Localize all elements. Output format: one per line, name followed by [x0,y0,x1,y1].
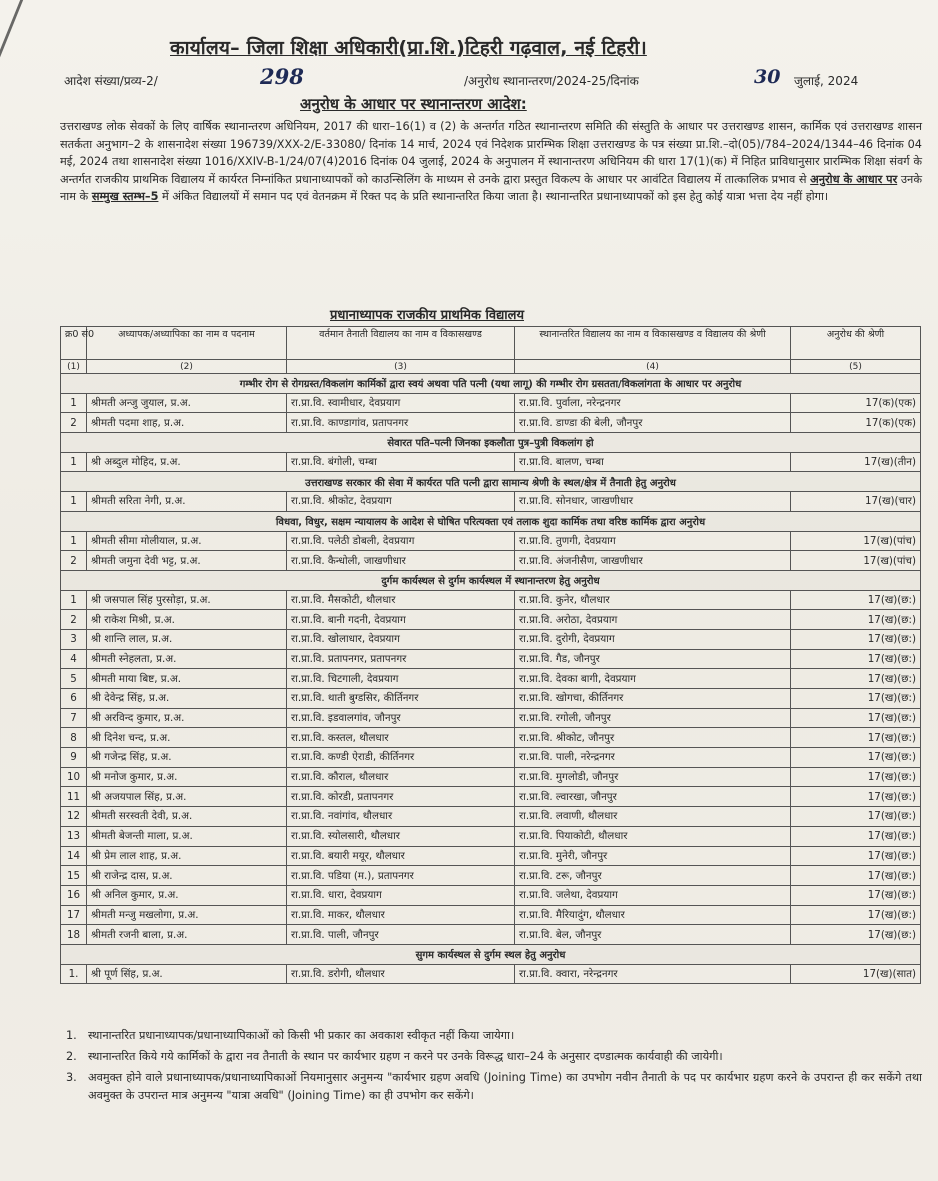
table-row [61,925,921,945]
transferred-school-cell: रा.प्रा.वि. डाण्डा की बेली, जौनपुर [515,413,791,433]
transferred-school-cell: रा.प्रा.वि. दुरोगी, देवप्रयाग [515,629,791,649]
section-heading-row [61,511,921,531]
current-school-cell: रा.प्रा.वि. बानी गदनी, देवप्रयाग [287,610,515,630]
request-category-cell: 17(ख)(छ:) [791,689,921,709]
transferred-school-cell: रा.प्रा.वि. मुगलोडी, जौनपुर [515,767,791,787]
transferred-school-cell: रा.प्रा.वि. रगोली, जौनपुर [515,708,791,728]
note-number: 3. [66,1071,77,1084]
order-reference-text: /अनुरोध स्थानान्तरण/2024-25/दिनांक [464,74,639,88]
table-row [61,610,921,630]
transferred-school-cell: रा.प्रा.वि. मुनेरी, जौनपुर [515,846,791,866]
serial-number-cell: 1. [61,964,87,984]
serial-number-cell: 16 [61,885,87,905]
request-category-cell: 17(ख)(छ:) [791,767,921,787]
teacher-name-cell: श्रीमती माया बिष्ट, प्र.अ. [87,669,287,689]
teacher-name-cell: श्रीमती स्नेहलता, प्र.अ. [87,649,287,669]
serial-number-cell: 2 [61,413,87,433]
serial-number-cell: 2 [61,551,87,571]
teacher-name-cell: श्री दिनेश चन्द, प्र.अ. [87,728,287,748]
note-text: अवमुक्त होने वाले प्रधानाध्यापक/प्रधानाध्यापिकाओं नियमानुसार अनुमन्य "कार्यभार ग्रहण अवधि (Joining Time) का उपभोग नवीन तैनाती के पद पर कार्यभार ग्रहण करने के उपरान्त ही कर सकेंगे तथा अवमुक्त के उपरान्त मात्र अनुमन्य "यात्रा अवधि" (Joining Time) का ही उपभोग कर सकेंगे। [88,1071,922,1102]
request-category-cell: 17(ख)(छ:) [791,708,921,728]
transferred-school-cell: रा.प्रा.वि. पियाकोटी, थौलधार [515,826,791,846]
teacher-name-cell: श्रीमती मन्जु मखलोगा, प्र.अ. [87,905,287,925]
transferred-school-cell: रा.प्रा.वि. अरोठा, देवप्रयाग [515,610,791,630]
serial-number-cell: 15 [61,866,87,886]
table-row [61,590,921,610]
teacher-name-cell: श्रीमती सरिता नेगी, प्र.अ. [87,492,287,512]
table-row [61,452,921,472]
intro-text-1: उत्तराखण्ड लोक सेवकों के लिए वार्षिक स्थानान्तरण अधिनियम, 2017 की धारा–16(1) व (2) के अन्तर्गत गठित स्थानान्तरण समिति की संस्तुति के आधार पर उत्तराखण्ड शासन, कार्मिक एवं उत्तराखण्ड शासन सतर्कता अनुभाग–2 के शासनादेश संख्या 196739/XXX-2/E-33080/ दिनांक 14 मार्च, 2024 एवं निदेशक प्रारम्भिक शिक्षा उत्तराखण्ड के पत्र संख्या प्रा.शि.–दो(05)/784–2024/1344–46 दिनांक 04 मई, 2024 तथा शासनादेश संख्या 1016/XXIV-B-1/24/07(4)2016 दिनांक 04 जुलाई, 2024 के अनुपालन में स्थानान्तरण अधिनियम की धारा 17(1)(क) में निहित प्राविधानुसार प्रारम्भिक शिक्षा संवर्ग के अन्तर्गत राजकीय प्राथमिक विद्यालय में कार्यरत निम्नांकित प्रधानाध्यापकों को काउन्सिलिंग के माध्यम से उनके द्वारा प्रस्तुत विकल्प के आधार पर आवंटित विद्यालय में तात्कालिक प्रभाव से [60,120,922,186]
transferred-school-cell: रा.प्रा.वि. जलेथा, देवप्रयाग [515,885,791,905]
intro-bold-2: सम्मुख स्तम्भ–5 [91,190,159,204]
table-row [61,629,921,649]
request-category-cell: 17(क)(एक) [791,393,921,413]
table-row [61,492,921,512]
teacher-name-cell: श्रीमती रजनी बाला, प्र.अ. [87,925,287,945]
teacher-name-cell: श्री शान्ति लाल, प्र.अ. [87,629,287,649]
intro-bold-1: अनुरोध के आधार पर [810,172,898,186]
table-row [61,807,921,827]
current-school-cell: रा.प्रा.वि. बयारी मयूर, थौलधार [287,846,515,866]
request-category-cell: 17(ख)(पांच) [791,531,921,551]
column-header: अध्यापक/अध्यापिका का नाम व पदनाम [87,327,287,360]
teacher-name-cell: श्रीमती बेजन्ती माला, प्र.अ. [87,826,287,846]
serial-number-cell: 1 [61,492,87,512]
table-row [61,787,921,807]
request-category-cell: 17(ख)(छ:) [791,885,921,905]
note-item [60,1027,922,1045]
transferred-school-cell: रा.प्रा.वि. गैड, जौनपुर [515,649,791,669]
office-heading: कार्यालय– जिला शिक्षा अधिकारी(प्रा.शि.)टिहरी गढ़वाल, नई टिहरी। [170,37,647,59]
transferred-school-cell: रा.प्रा.वि. श्रीकोट, जौनपुर [515,728,791,748]
current-school-cell: रा.प्रा.वि. कण्डी ऐराडी, कीर्तिनगर [287,748,515,768]
serial-number-cell: 4 [61,649,87,669]
table-row [61,905,921,925]
current-school-cell: रा.प्रा.वि. कौराल, थौलधार [287,767,515,787]
serial-number-cell: 2 [61,610,87,630]
table-row [61,531,921,551]
request-category-cell: 17(ख)(छ:) [791,590,921,610]
table-row [61,413,921,433]
teacher-name-cell: श्री जसपाल सिंह पुरसोड़ा, प्र.अ. [87,590,287,610]
column-index: (1) [61,360,87,374]
transferred-school-cell: रा.प्रा.वि. खोगचा, कीर्तिनगर [515,689,791,709]
table-row [61,689,921,709]
table-row [61,885,921,905]
request-category-cell: 17(ख)(सात) [791,964,921,984]
serial-number-cell: 7 [61,708,87,728]
request-category-cell: 17(क)(एक) [791,413,921,433]
column-header: स्थानान्तरित विद्यालय का नाम व विकासखण्ड व विद्यालय की श्रेणी [515,327,791,360]
transferred-school-cell: रा.प्रा.वि. टरू, जौनपुर [515,866,791,886]
serial-number-cell: 6 [61,689,87,709]
section-heading-row [61,374,921,394]
request-category-cell: 17(ख)(छ:) [791,669,921,689]
intro-text-2: उनके नाम के [60,172,922,204]
request-category-cell: 17(ख)(छ:) [791,787,921,807]
section-heading: दुर्गम कार्यस्थल से दुर्गम कार्यस्थल में स्थानान्तरण हेतु अनुरोध [61,570,921,590]
request-category-cell: 17(ख)(छ:) [791,846,921,866]
current-school-cell: रा.प्रा.वि. डरोगी, थौलधार [287,964,515,984]
teacher-name-cell: श्री अरविन्द कुमार, प्र.अ. [87,708,287,728]
teacher-name-cell: श्री राकेश मिश्री, प्र.अ. [87,610,287,630]
table-row [61,964,921,984]
transfer-table [60,326,921,984]
table-row [61,767,921,787]
request-category-cell: 17(ख)(छ:) [791,629,921,649]
request-category-cell: 17(ख)(तीन) [791,452,921,472]
serial-number-cell: 1 [61,531,87,551]
transferred-school-cell: रा.प्रा.वि. देवका बागी, देवप्रयाग [515,669,791,689]
current-school-cell: रा.प्रा.वि. इडवालगांव, जौनपुर [287,708,515,728]
notes-list [60,1027,922,1108]
order-reference-line [64,64,924,96]
current-school-cell: रा.प्रा.वि. माकर, थौलधार [287,905,515,925]
table-body [61,374,921,984]
transferred-school-cell: रा.प्रा.वि. पुर्वाला, नरेन्द्रनगर [515,393,791,413]
teacher-name-cell: श्री अब्दुल मोहिद, प्र.अ. [87,452,287,472]
teacher-name-cell: श्री अजयपाल सिंह, प्र.अ. [87,787,287,807]
column-index: (4) [515,360,791,374]
serial-number-cell: 3 [61,629,87,649]
table-row [61,826,921,846]
note-item [60,1069,922,1105]
current-school-cell: रा.प्रा.वि. स्वामीधार, देवप्रयाग [287,393,515,413]
transferred-school-cell: रा.प्रा.वि. क्वारा, नरेन्द्रनगर [515,964,791,984]
note-number: 1. [66,1029,77,1042]
section-heading: विधवा, विधुर, सक्षम न्यायालय के आदेश से घोषित परित्यक्ता एवं तलाक शुदा कार्मिक तथा वरिष्ठ कार्मिक द्वारा अनुरोध [61,511,921,531]
table-row [61,708,921,728]
intro-text-3: में अंकित विद्यालयों में समान पद एवं वेतनक्रम में रिक्त पद के प्रति स्थानान्तरित किया जाता है। स्थानान्तरित प्रधानाध्यापकों को इस हेतु कोई यात्रा भत्ता देय नहीं होगा। [158,190,829,204]
transferred-school-cell: रा.प्रा.वि. बालण, चम्बा [515,452,791,472]
request-category-cell: 17(ख)(छ:) [791,610,921,630]
table-row [61,393,921,413]
current-school-cell: रा.प्रा.वि. पडिया (म.), प्रतापनगर [287,866,515,886]
request-category-cell: 17(ख)(छ:) [791,728,921,748]
serial-number-cell: 1 [61,590,87,610]
table-caption: प्रधानाध्यापक राजकीय प्राथमिक विद्यालय [330,308,525,323]
order-title: अनुरोध के आधार पर स्थानान्तरण आदेश: [300,95,527,113]
request-category-cell: 17(ख)(छ:) [791,905,921,925]
section-heading-row [61,944,921,964]
request-category-cell: 17(ख)(छ:) [791,748,921,768]
serial-number-cell: 18 [61,925,87,945]
current-school-cell: रा.प्रा.वि. थाती बुग्डसिर, कीर्तिनगर [287,689,515,709]
section-heading: सुगम कार्यस्थल से दुर्गम स्थल हेतु अनुरोध [61,944,921,964]
intro-paragraph [60,118,922,206]
table-row [61,846,921,866]
section-heading: गम्भीर रोग से रोगग्रस्त/विकलांग कार्मिकों द्वारा स्वयं अथवा पति पत्नी (यथा लागू) की गम्भीर रोग ग्रसतता/विकलांगता के आधार पर अनुरोध [61,374,921,394]
transferred-school-cell: रा.प्रा.वि. ल्वारखा, जौनपुर [515,787,791,807]
serial-number-cell: 1 [61,393,87,413]
teacher-name-cell: श्री देवेन्द्र सिंह, प्र.अ. [87,689,287,709]
transferred-school-cell: रा.प्रा.वि. कुनेर, थौलधार [515,590,791,610]
teacher-name-cell: श्रीमती सरस्वती देवी, प्र.अ. [87,807,287,827]
table-row [61,728,921,748]
teacher-name-cell: श्री पूर्ण सिंह, प्र.अ. [87,964,287,984]
column-index: (2) [87,360,287,374]
column-index: (5) [791,360,921,374]
teacher-name-cell: श्री मनोज कुमार, प्र.अ. [87,767,287,787]
section-heading-row [61,472,921,492]
column-header: क्र0 सं0 [61,327,87,360]
current-school-cell: रा.प्रा.वि. नवांगांव, थौलधार [287,807,515,827]
transferred-school-cell: रा.प्रा.वि. पाली, नरेन्द्रनगर [515,748,791,768]
serial-number-cell: 12 [61,807,87,827]
request-category-cell: 17(ख)(छ:) [791,649,921,669]
request-category-cell: 17(ख)(छ:) [791,866,921,886]
order-number-label: आदेश संख्या/प्रव्य-2/ [64,74,158,88]
column-index: (3) [287,360,515,374]
table-row [61,748,921,768]
column-index-row [61,360,921,374]
teacher-name-cell: श्री गजेन्द्र सिंह, प्र.अ. [87,748,287,768]
section-heading: सेवारत पति–पत्नी जिनका इकलौता पुत्र–पुत्री विकलांग हो [61,433,921,453]
serial-number-cell: 10 [61,767,87,787]
request-category-cell: 17(ख)(छ:) [791,925,921,945]
note-text: स्थानान्तरित प्रधानाध्यापक/प्रधानाध्यापिकाओं को किसी भी प्रकार का अवकाश स्वीकृत नहीं किया जायेगा। [88,1029,515,1042]
current-school-cell: रा.प्रा.वि. श्रीकोट, देवप्रयाग [287,492,515,512]
teacher-name-cell: श्री प्रेम लाल शाह, प्र.अ. [87,846,287,866]
order-number-handwritten: 298 [260,64,304,89]
request-category-cell: 17(ख)(छ:) [791,826,921,846]
column-header: अनुरोध की श्रेणी [791,327,921,360]
teacher-name-cell: श्री राजेन्द्र दास, प्र.अ. [87,866,287,886]
table-row [61,669,921,689]
serial-number-cell: 8 [61,728,87,748]
request-category-cell: 17(ख)(छ:) [791,807,921,827]
current-school-cell: रा.प्रा.वि. कैन्धोली, जाखणीधार [287,551,515,571]
current-school-cell: रा.प्रा.वि. खोलाधार, देवप्रयाग [287,629,515,649]
serial-number-cell: 11 [61,787,87,807]
current-school-cell: रा.प्रा.वि. पलेठी डोबली, देवप्रयाग [287,531,515,551]
table-row [61,649,921,669]
current-school-cell: रा.प्रा.वि. बंगोली, चम्बा [287,452,515,472]
current-school-cell: रा.प्रा.वि. पाली, जौनपुर [287,925,515,945]
request-category-cell: 17(ख)(चार) [791,492,921,512]
note-number: 2. [66,1050,77,1063]
current-school-cell: रा.प्रा.वि. प्रतापनगर, प्रतापनगर [287,649,515,669]
request-category-cell: 17(ख)(पांच) [791,551,921,571]
margin-pen-mark [0,0,57,80]
section-heading-row [61,570,921,590]
teacher-name-cell: श्रीमती अन्जु जुयाल, प्र.अ. [87,393,287,413]
transferred-school-cell: रा.प्रा.वि. सोनधार, जाखणीधार [515,492,791,512]
note-text: स्थानान्तरित किये गये कार्मिकों के द्वारा नव तैनाती के स्थान पर कार्यभार ग्रहण न करने पर उनके विरूद्ध धारा–24 के अनुसार दण्डात्मक कार्यवाही की जायेगी। [88,1050,723,1063]
table-row [61,866,921,886]
current-school-cell: रा.प्रा.वि. चिटगाली, देवप्रयाग [287,669,515,689]
transferred-school-cell: रा.प्रा.वि. तुणगी, देवप्रयाग [515,531,791,551]
transferred-school-cell: रा.प्रा.वि. अंजनीसैण, जाखणीधार [515,551,791,571]
current-school-cell: रा.प्रा.वि. कोरडी, प्रतापनगर [287,787,515,807]
table-header-row [61,327,921,360]
serial-number-cell: 14 [61,846,87,866]
column-header: वर्तमान तैनाती विद्यालय का नाम व विकासखण्ड [287,327,515,360]
transferred-school-cell: रा.प्रा.वि. मैरियादुंग, थौलधार [515,905,791,925]
teacher-name-cell: श्रीमती पदमा शाह, प्र.अ. [87,413,287,433]
current-school-cell: रा.प्रा.वि. मैसकोटी, थौलधार [287,590,515,610]
transferred-school-cell: रा.प्रा.वि. बेल, जौनपुर [515,925,791,945]
current-school-cell: रा.प्रा.वि. धारा, देवप्रयाग [287,885,515,905]
teacher-name-cell: श्रीमती सीमा मोलीयाल, प्र.अ. [87,531,287,551]
order-month-year: जुलाई, 2024 [794,74,859,88]
serial-number-cell: 13 [61,826,87,846]
teacher-name-cell: श्री अनिल कुमार, प्र.अ. [87,885,287,905]
current-school-cell: रा.प्रा.वि. काण्डागांव, प्रतापनगर [287,413,515,433]
section-heading-row [61,433,921,453]
serial-number-cell: 5 [61,669,87,689]
table-row [61,551,921,571]
serial-number-cell: 9 [61,748,87,768]
section-heading: उत्तराखण्ड सरकार की सेवा में कार्यरत पति पत्नी द्वारा सामान्य श्रेणी के स्थल/क्षेत्र में तैनाती हेतु अनुरोध [61,472,921,492]
note-item [60,1048,922,1066]
transferred-school-cell: रा.प्रा.वि. लवाणी, थौलधार [515,807,791,827]
order-day-handwritten: 30 [754,66,781,88]
current-school-cell: रा.प्रा.वि. कस्तल, थौलधार [287,728,515,748]
teacher-name-cell: श्रीमती जमुना देवी भट्ट, प्र.अ. [87,551,287,571]
serial-number-cell: 1 [61,452,87,472]
current-school-cell: रा.प्रा.वि. स्योलसारी, थौलधार [287,826,515,846]
serial-number-cell: 17 [61,905,87,925]
